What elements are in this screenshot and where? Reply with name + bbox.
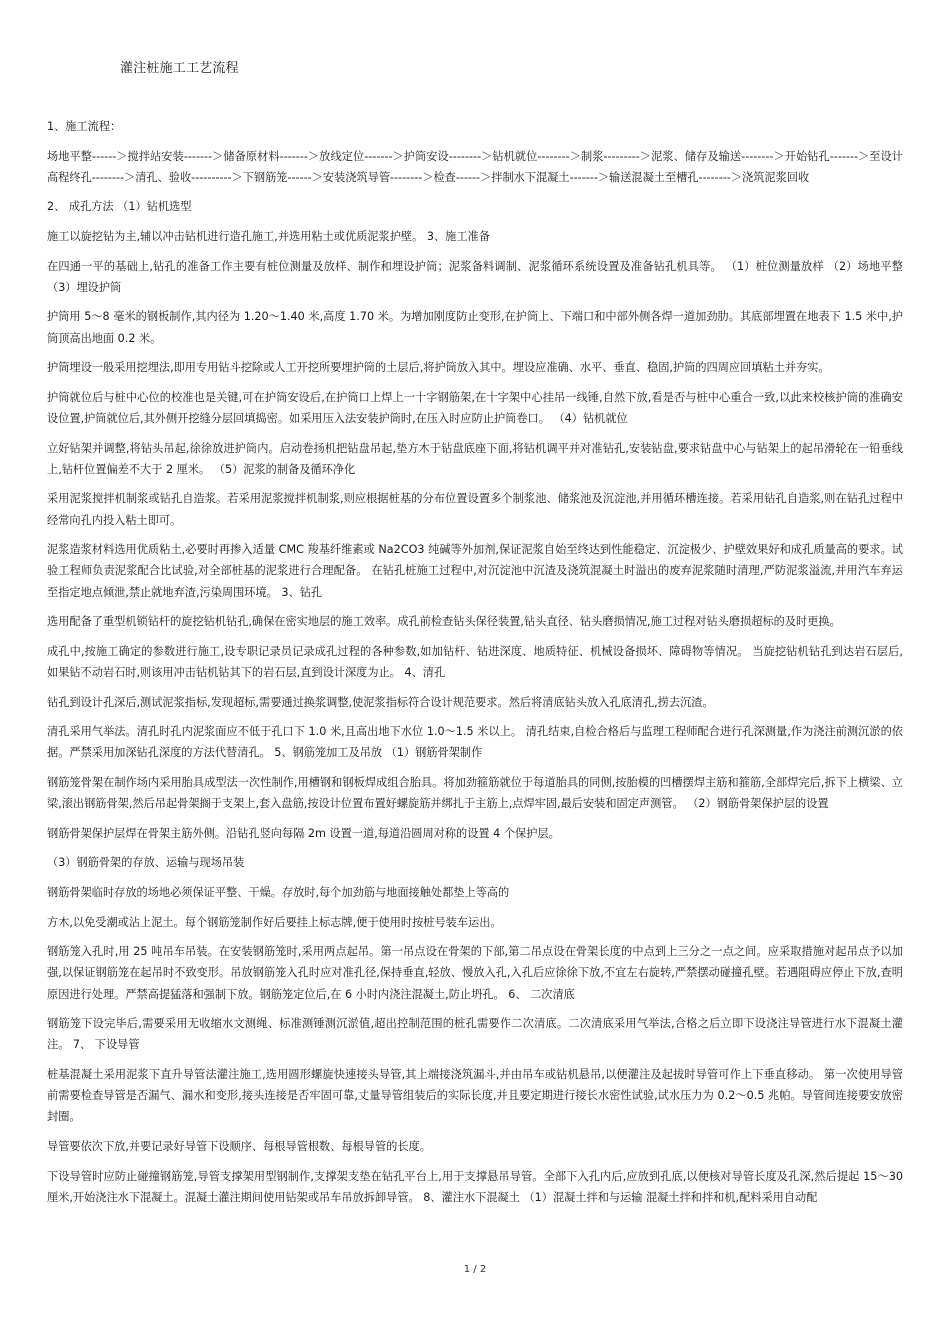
document-body bbox=[47, 116, 903, 1216]
paragraph: 立好钻架并调整,将钻头吊起,徐徐放进护筒内。启动卷扬机把钻盘吊起,垫方木于钻盘底座下面,将钻机调平并对准钻孔,安装钻盘,要求钻盘中心与钻架上的起吊滑轮在一铅垂线上,钻杆位置偏差不大于 2 厘米。 （5）泥浆的制备及循环净化 bbox=[47, 441, 903, 476]
paragraph: 钢筋骨架保护层焊在骨架主筋外侧。沿钻孔竖向每隔 2m 设置一道,每道沿圆周对称的设置 4 个保护层。 bbox=[47, 826, 560, 840]
paragraph: 护筒用 5～8 毫米的钢板制作,其内径为 1.20～1.40 米,高度 1.70 米。为增加刚度防止变形,在护筒上、下端口和中部外侧各焊一道加劲肋。其底部埋置在地表下 1.5 米中,护筒顶高出地面 0.2 米。 bbox=[47, 310, 903, 345]
paragraph: 场地平整------＞搅拌站安装-------＞储备原材料-------＞放线定位-------＞护筒安设--------＞钻机就位--------＞制浆---------＞泥浆、储存及输送--------＞开始钻孔-------＞至设计高程终孔--------＞清孔、验收----------＞下钢筋笼------＞安装浇筑导管--------＞检查------＞拌制水下混凝土-------＞输送混凝土至槽孔--------＞浇筑泥浆回收 bbox=[47, 149, 903, 184]
paragraph: 钢筋笼骨架在制作场内采用胎具成型法一次性制作,用槽钢和钢板焊成组合胎具。将加劲箍筋就位于每道胎具的同侧,按胎模的凹槽摆焊主筋和箍筋,全部焊完后,拆下上横梁、立梁,滚出钢筋骨架,然后吊起骨架搁于支架上,套入盘筋,按设计位置布置好螺旋筋并绑扎于主筋上,点焊牢固,最后安装和固定声测管。 （2）钢筋骨架保护层的设置 bbox=[47, 775, 903, 811]
paragraph: 清孔采用气举法。清孔时孔内泥浆面应不低于孔口下 1.0 米,且高出地下水位 1.0～1.5 米以上。 清孔结束,自检合格后与监理工程师配合进行孔深测量,作为浇注前测沉淤的依据。严禁采用加深钻孔深度的方法代替清孔。 5、钢筋笼加工及吊放 （1）钢筋骨架制作 bbox=[47, 725, 903, 760]
page-number: 1 / 2 bbox=[463, 1264, 487, 1275]
paragraph: 钢筋笼入孔时,用 25 吨吊车吊装。在安装钢筋笼时,采用两点起吊。第一吊点设在骨架的下部,第二吊点设在骨架长度的中点到上三分之一点之间。应采取措施对起吊点予以加强,以保证钢筋笼在起吊时不致变形。吊放钢筋笼入孔时应对准孔径,保持垂直,轻放、慢放入孔,入孔后应徐徐下放,不宜左右旋转,严禁摆动碰撞孔壁。若遇阻碍应停止下放,查明原因进行处理。严禁高提猛落和强制下放。钢筋笼定位后,在 6 小时内浇注混凝土,防止坍孔。 6、 二次清底 bbox=[47, 945, 903, 1001]
paragraph: 选用配备了重型机锁钻杆的旋挖钻机钻孔,确保在密实地层的施工效率。成孔前检查钻头保径装置,钻头直径、钻头磨损情况,施工过程对钻头磨损超标的及时更换。 bbox=[47, 615, 841, 629]
paragraph: 护筒就位后与桩中心位的校准也是关键,可在护筒安设后,在护筒口上焊上一十字钢筋架,在十字架中心挂吊一线锤,自然下放,看是否与桩中心重合一致,以此来校核护筒的准确安设位置,护筒就位后,其外侧开挖缝分层回填捣密。如采用压入法安装护筒时,在压入时应防止护筒卷口。 （4）钻机就位 bbox=[47, 390, 903, 425]
paragraph: 钢筋骨架临时存放的场地必须保证平整、干燥。存放时,每个加劲筋与地面接触处都垫上等高的 bbox=[47, 885, 510, 899]
paragraph: 2、 成孔方法 （1）钻机选型 bbox=[47, 200, 192, 214]
paragraph: 下设导管时应防止碰撞钢筋笼,导管支撑架用型钢制作,支撑架支垫在钻孔平台上,用于支撑悬吊导管。全部下入孔内后,应放到孔底,以便核对导管长度及孔深,然后提起 15～30 厘米,开始浇注水下混凝土。混凝土灌注期间使用钻架或吊车吊放拆卸导管。 8、灌注水下混凝土 （1）混凝土拌和与运输 混凝土拌和拌和机,配料采用自动配 bbox=[47, 1169, 903, 1204]
paragraph: （3）钢筋骨架的存放、运输与现场吊装 bbox=[47, 856, 245, 870]
paragraph: 采用泥浆搅拌机制浆或钻孔自造浆。若采用泥浆搅拌机制浆,则应根据桩基的分布位置设置多个制浆池、储浆池及沉淀池,并用循环槽连接。若采用钻孔自造浆,则在钻孔过程中经常向孔内投入粘土即可。 bbox=[47, 492, 903, 527]
document-title: 灌注桩施工工艺流程 bbox=[120, 61, 239, 76]
paragraph: 钢筋笼下设完毕后,需要采用无收缩水文测绳、标准测锤测沉淤值,超出控制范围的桩孔需要作二次清底。二次清底采用气举法,合格之后立即下设浇注导管进行水下混凝土灌注。 7、 下设导管 bbox=[47, 1017, 903, 1052]
paragraph: 成孔中,按施工确定的参数进行施工,设专职记录员记录成孔过程的各种参数,如加钻杆、钻进深度、地质特征、机械设备损坏、障碍物等情况。 当旋挖钻机钻孔到达岩石层后,如果钻不动岩石时,则该用冲击钻机钻其下的岩石层,直到设计深度为止。 4、清孔 bbox=[47, 644, 903, 679]
paragraph: 桩基混凝土采用泥浆下直升导管法灌注施工,选用圆形螺旋快速接头导管,其上端接浇筑漏斗,并由吊车或钻机悬吊,以便灌注及起拔时导管可作上下垂直移动。 第一次使用导管前需要检查导管是否漏气、漏水和变形,接头连接是否牢固可靠,丈量导管组装后的实际长度,并且要定期进行接长水密性试验,试水压力为 0.2～0.5 兆帕。导管间连接要安放密封圈。 bbox=[47, 1067, 903, 1124]
paragraph: 泥浆造浆材料选用优质粘土,必要时再掺入适量 CMC 羧基纤维素或 Na2CO3 纯碱等外加剂,保证泥浆自始至终达到性能稳定、沉淀极少、护壁效果好和成孔质量高的要求。试验工程师负责泥浆配合比试验,对全部桩基的泥浆进行合理配备。 在钻孔桩施工过程中,对沉淀池中沉渣及浇筑混凝土时溢出的废弃泥浆随时清理,严防泥浆溢流,并用汽车弃运至指定地点倾泄,禁止就地弃渣,污染周围环境。 3、钻孔 bbox=[47, 543, 903, 599]
paragraph: 施工以旋挖钻为主,辅以冲击钻机进行造孔施工,并选用粘土或优质泥浆护壁。 3、施工准备 bbox=[47, 229, 490, 243]
paragraph: 护筒埋设一般采用挖埋法,即用专用钻斗挖除或人工开挖所要埋护筒的土层后,将护筒放入其中。埋设应准确、水平、垂直、稳固,护筒的四周应回填粘土并夯实。 bbox=[47, 361, 830, 375]
paragraph: 导管要依次下放,并要记录好导管下设顺序、每根导管根数、每根导管的长度。 bbox=[47, 1139, 431, 1153]
paragraph: 1、施工流程： bbox=[47, 120, 122, 133]
paragraph: 在四通一平的基础上,钻孔的准备工作主要有桩位测量及放样、制作和埋设护筒；泥浆备料调制、泥浆循环系统设置及准备钻孔机具等。 （1）桩位测量放样 （2）场地平整 （3）埋设护筒 bbox=[47, 259, 903, 294]
paragraph: 钻孔到设计孔深后,测试泥浆指标,发现超标,需要通过换浆调整,使泥浆指标符合设计规范要求。然后将清底钻头放入孔底清孔,捞去沉渣。 bbox=[47, 695, 714, 709]
paragraph: 方木,以免受潮或沾上泥土。每个钢筋笼制作好后要挂上标志牌,便于使用时按桩号装车运出。 bbox=[47, 915, 502, 929]
